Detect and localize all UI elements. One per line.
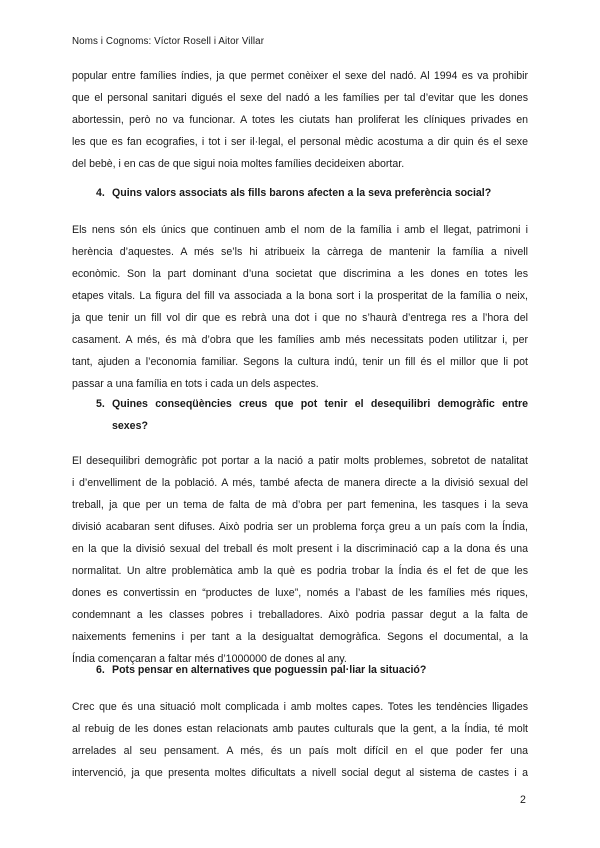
- text-line: en la que la divisió sexual del treball és molt present i la discriminació cap a la dona és una: [72, 543, 528, 555]
- page-number: 2: [520, 794, 526, 806]
- answer-5-paragraph: [72, 450, 528, 670]
- text-line: treball, ja que per un tema de falta de mà d’obra per part femenina, les tasques i la seva: [72, 499, 528, 511]
- text-line: passar a una família en tots i cada un dels aspectes.: [72, 378, 319, 390]
- question-5-heading: [96, 393, 528, 437]
- question-text: Quines conseqüències creus que pot tenir el desequilibri demogràfic entre: [112, 398, 528, 410]
- text-line: tant, ajuden a l’economia familiar. Segons la cultura indú, tenir un fill és el millor que li pot: [72, 356, 528, 368]
- question-6-heading: [96, 659, 528, 681]
- text-line: Els nens són els únics que continuen amb el nom de la família i amb el llegat, patrimoni i: [72, 224, 528, 236]
- text-line: herència d’aquestes. A més se’ls hi atribueix la càrrega de mantenir la família a nivell: [72, 246, 528, 258]
- question-4-heading: [96, 182, 528, 204]
- text-line: i d’envelliment de la població. A més, també afecta de manera directe a la divisió sexual del: [72, 477, 528, 489]
- question-number: 4.: [96, 187, 105, 199]
- text-line: del bebè, i en cas de que sigui noia moltes famílies decideixen abortar.: [72, 158, 405, 170]
- question-number: 6.: [96, 664, 105, 676]
- text-line: etapes vitals. La figura del fill va associada a la bona sort i la prosperitat de la família o neix,: [72, 290, 528, 302]
- text-line: dones es convertissin en “productes de luxe”, només a l’abast de les famílies més riques,: [72, 587, 528, 599]
- text-line: naixements femenins i per tant a la desigualtat demogràfica. Segons el documental, a la: [72, 631, 528, 643]
- question-text: sexes?: [112, 420, 148, 432]
- text-line: Crec que és una situació molt complicada i amb moltes capes. Totes les tendències lligades: [72, 701, 528, 713]
- text-line: que el personal sanitari digués el sexe del nadó a les famílies per tal d’evitar que les dones: [72, 92, 528, 104]
- answer-4-paragraph: [72, 219, 528, 395]
- text-line: El desequilibri demogràfic pot portar a la nació a patir molts problemes, sobretot de natalitat: [72, 455, 528, 467]
- text-line: condemnant a les classes pobres i treballadores. Això podria passar degut a la falta de: [72, 609, 528, 621]
- question-text: Pots pensar en alternatives que poguessin pal·liar la situació?: [112, 664, 427, 676]
- text-line: popular entre famílies índies, ja que permet conèixer el sexe del nadó. Al 1994 es va prohibir: [72, 70, 528, 82]
- text-line: econòmic. Son la part dominant d’una societat que discrimina a les dones en totes les: [72, 268, 528, 280]
- header-author-names: Noms i Cognoms: Víctor Rosell i Aitor Villar: [72, 36, 265, 47]
- question-text: Quins valors associats als fills barons afecten a la seva preferència social?: [112, 187, 492, 199]
- text-line: ja que tenir un fill vol dir que es rebrà una dot i que no s’haurà d’entrega res a l’hora del: [72, 312, 528, 324]
- question-number: 5.: [96, 398, 105, 410]
- text-line: al rebuig de les dones estan relacionats amb pautes culturals que la gent, a la Índia, té molt: [72, 723, 528, 735]
- text-line: divisió acabaran sent difuses. Això podria ser un problema força greu a un país com la Índia,: [72, 521, 528, 533]
- text-line: Índia començaran a faltar més d’1000000 de dones al any.: [72, 653, 347, 665]
- text-line: les que es fan ecografies, i tot i ser il·legal, el personal mèdic acostuma a dir quin és el sexe: [72, 136, 528, 148]
- text-line: normalitat. Un altre problemàtica amb la què es podria trobar la Índia és el fet de que les: [72, 565, 528, 577]
- text-line: intervenció, ja que presenta moltes dificultats a nivell social degut al sistema de castes i a: [72, 767, 528, 779]
- text-line: arrelades al seu pensament. A més, és un país molt difícil en el que poder fer una: [72, 745, 528, 757]
- text-line: casament. A més, és mà d’obra que les famílies amb més necessitats poden utilitzar i, per: [72, 334, 528, 346]
- paragraph-intro: [72, 65, 528, 175]
- text-line: abortessin, però no va funcionar. A totes les ciutats han proliferat les clíniques privades en: [72, 114, 528, 126]
- answer-6-paragraph: [72, 696, 528, 784]
